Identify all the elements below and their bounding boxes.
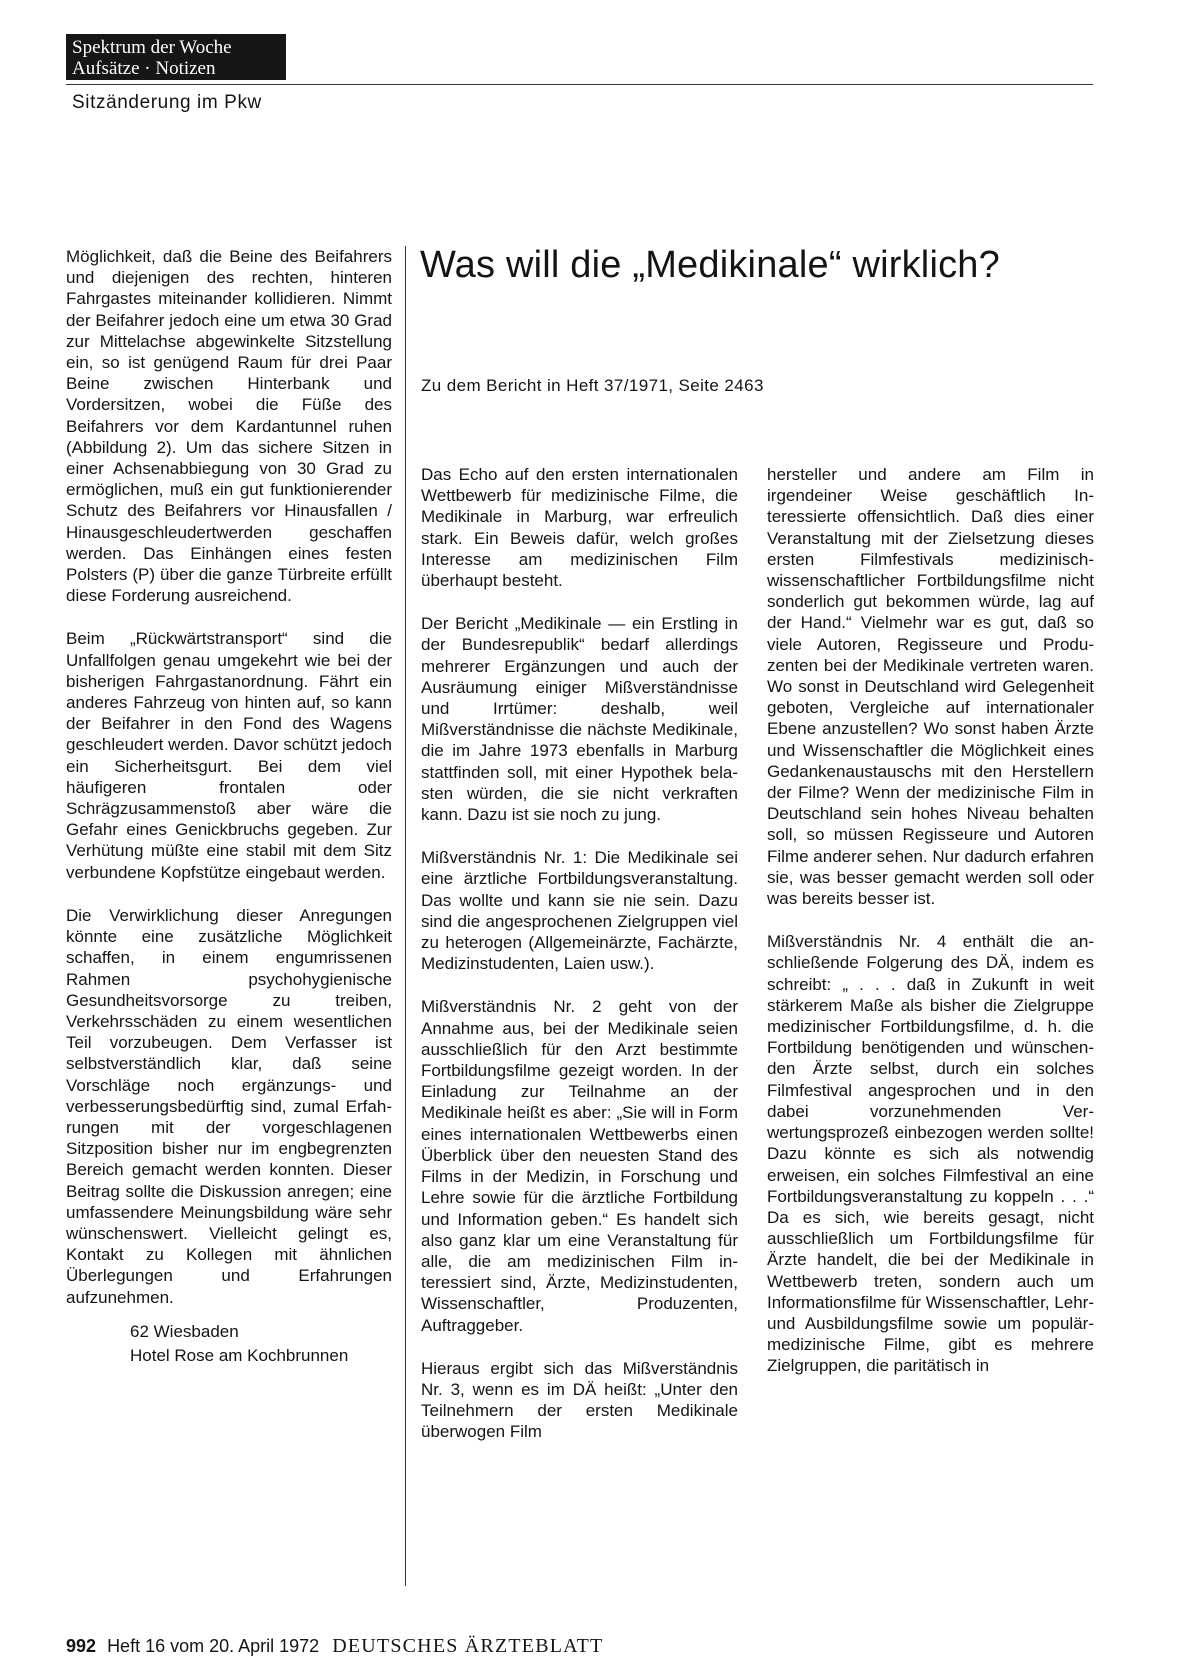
right-paragraph-1: hersteller und andere am Film in irgendeiner Weise geschäftlich Interessierte offensichtlich. Daß dies einer Veranstaltung mit der Zielsetzung dieses ersten Filmfestivals medizinisch-wissenschaftlicher Fortbildungsfilme nicht sonderlich gut bekommen würde, lag auf der Hand.“ Vielmehr war es gut, daß so viele Autoren, Regisseure und Produzenten bei der Medikinale vertreten waren. Wo sonst in Deutschland wird Gelegenheit geboten, Vergleiche auf internationaler Ebene anzustellen? Wo sonst haben Ärzte und Wissenschaftler die Möglichkeit eines Gedankenaustauschs mit den Herstellern der Filme? Wenn der medizinische Film in Deutschland sein hohes Niveau behalten soll, so müssen Regisseure und Autoren Filme anderer sehen. Nur dadurch erfahren sie, was besser gemacht werden soll oder was bereits besser ist.	[767, 465, 1094, 909]
article-subtitle: Zu dem Bericht in Heft 37/1971, Seite 2463	[421, 376, 764, 395]
left-column	[66, 246, 392, 1368]
running-head: Sitzänderung im Pkw	[72, 92, 262, 113]
section-label-line2: Aufsätze · Notizen	[72, 58, 216, 79]
middle-column	[421, 464, 738, 1465]
column-divider	[405, 246, 406, 1586]
right-paragraph-2: Mißverständnis Nr. 4 enthält die anschließende Folgerung des DÄ, indem es schreibt: „ . . . daß in Zukunft in weit stärkerem Maße als bisher die Zielgruppe medizinischer Fortbildungsfilme, d. h. die Fortbildung benötigenden und wünschenden Ärzte selbst, durch ein solches Filmfestival angesprochen und in den dabei vorzunehmenden Verwertungsprozeß einbezogen werden sollte! Dazu könnte es sich als notwendig erweisen, ein solches Filmfestival an eine Fortbildungsveranstaltung zu koppeln . . .“ Da es sich, wie bereits gesagt, nicht ausschließlich um Fortbildungsfilme für Ärzte handelt, die bei der Medikinale in Wettbewerb treten, sondern auch um Informationsfilme für Wissenschaftler, Lehr- und Ausbildungsfilme sowie um populärmedizinische Filme, gibt es mehrere Zielgruppen, die paritätisch in	[767, 932, 1094, 1376]
middle-paragraph-1: Das Echo auf den ersten internationalen Wettbewerb für medizinische Filme, die Medikinale in Marburg, war erfreulich stark. Ein Beweis dafür, welch großes Interesse am medizinischen Film überhaupt besteht.	[421, 465, 738, 591]
address-street: Hotel Rose am Kochbrunnen	[130, 1345, 349, 1365]
middle-paragraph-5: Hieraus ergibt sich das Mißverständnis Nr. 3, wenn es im DÄ heißt: „Unter den Teilnehmern der ersten Medikinale überwogen Film	[421, 1358, 738, 1442]
page-number: 992	[66, 1636, 97, 1656]
left-paragraph-3: Die Verwirklichung dieser Anregungen könnte eine zusätzliche Möglichkeit schaffen, in einem engumrissenen Rahmen psychohygienische Gesundheitsvorsorge zu treiben, Verkehrsschäden zu einem wesentlichen Teil vorzubeugen. Dem Verfasser ist selbstverständlich klar, daß seine Vorschläge noch ergänzungs- und verbesserungsbedürftig sind, zumal Erfahrungen mit der vorgeschlagenen Sitzposition bisher nur im engbegrenzten Bereich gemacht werden konnten. Dieser Beitrag sollte die Diskussion anregen; eine umfassendere Meinungsbildung wäre sehr wünschenswert. Vielleicht gelingt es, Kontakt zu Kollegen mit ähnlichen Überlegungen und Erfahrungen aufzunehmen.	[66, 905, 392, 1307]
section-label	[66, 34, 286, 80]
magazine-name: DEUTSCHES ÄRZTEBLATT	[332, 1635, 604, 1657]
right-column	[767, 464, 1094, 1399]
middle-paragraph-4: Mißverständnis Nr. 2 geht von der Annahme aus, bei der Medikinale seien ausschließlich für den Arzt bestimmte Fortbildungsfilme gezeigt worden. In der Einladung zur Teilnahme an der Medikinale heißt es aber: „Sie will in Form eines internationalen Wettbewerbs einen Überblick über den neuesten Stand des Films in der Medizin, in Forschung und Lehre sowie für die ärztliche Fortbildung und Information geben.“ Es handelt sich also ganz klar um eine Veranstaltung für alle, die am medizinischen Film interessiert sind, Ärzte, Medizinstudenten, Wissenschaftler, Produzenten, Auftraggeber.	[421, 997, 738, 1335]
address-city: 62 Wiesbaden	[130, 1321, 239, 1341]
left-paragraph-1: Möglichkeit, daß die Beine des Beifahrers und diejenigen des rechten, hinteren Fahrgastes miteinander kollidieren. Nimmt der Beifahrer jedoch eine um etwa 30 Grad zur Mittelachse abgewinkelte Sitzstellung ein, so ist genügend Raum für drei Paar Beine zwischen Hinterbank und Vordersitzen, wobei die Füße des Beifahrers vor dem Kardantunnel ruhen (Abbildung 2). Um das sichere Sitzen in einer Achsenabbiegung von 30 Grad zu ermöglichen, muß ein gut funktionierender Schutz des Beifahrers vor Hinausfallen / Hinausgeschleudertwerden geschaffen werden. Das Einhängen eines festen Polsters (P) über die ganze Türbreite erfüllt diese Forderung ausreichend.	[66, 247, 392, 606]
page-footer	[66, 1635, 603, 1658]
left-paragraph-2: Beim „Rückwärtstransport“ sind die Unfallfolgen genau umgekehrt wie bei der bisherigen Fahrgastanordnung. Fährt ein anderes Fahrzeug von hinten auf, so kann der Beifahrer in den Fond des Wagens geschleudert werden. Davor schützt jedoch ein Sicherheitsgurt. Bei dem viel häufigeren frontalen oder Schrägzusammenstoß aber wäre die Gefahr eines Genickbruchs gegeben. Zur Verhütung müßte eine stabil mit dem Sitz verbundene Kopfstütze eingebaut werden.	[66, 629, 393, 882]
middle-paragraph-2: Der Bericht „Medikinale — ein Erstling in der Bundesrepublik“ bedarf allerdings mehrerer Ergänzungen und auch der Ausräumung einiger Mißverständnisse und Irrtümer: deshalb, weil Mißverständnisse die nächste Medikinale, die im Jahre 1973 ebenfalls in Marburg stattfinden soll, mit einer Hypothek belasten würden, die sie nicht verkraften kann. Dazu ist sie noch zu jung.	[421, 614, 738, 825]
author-address	[130, 1320, 392, 1368]
article-title: Was will die „Medikinale“ wirklich?	[420, 244, 1000, 286]
section-label-line1: Spektrum der Woche	[72, 37, 232, 58]
header-rule	[66, 84, 1093, 85]
middle-paragraph-3: Mißverständnis Nr. 1: Die Medikinale sei eine ärztliche Fortbildungsveranstaltung. Das wollte und kann sie nie sein. Dazu sind die angesprochenen Zielgruppen viel zu heterogen (Allgemeinärzte, Fachärzte, Medizinstudenten, Laien usw.).	[421, 848, 738, 974]
issue-info: Heft 16 vom 20. April 1972	[107, 1636, 320, 1656]
